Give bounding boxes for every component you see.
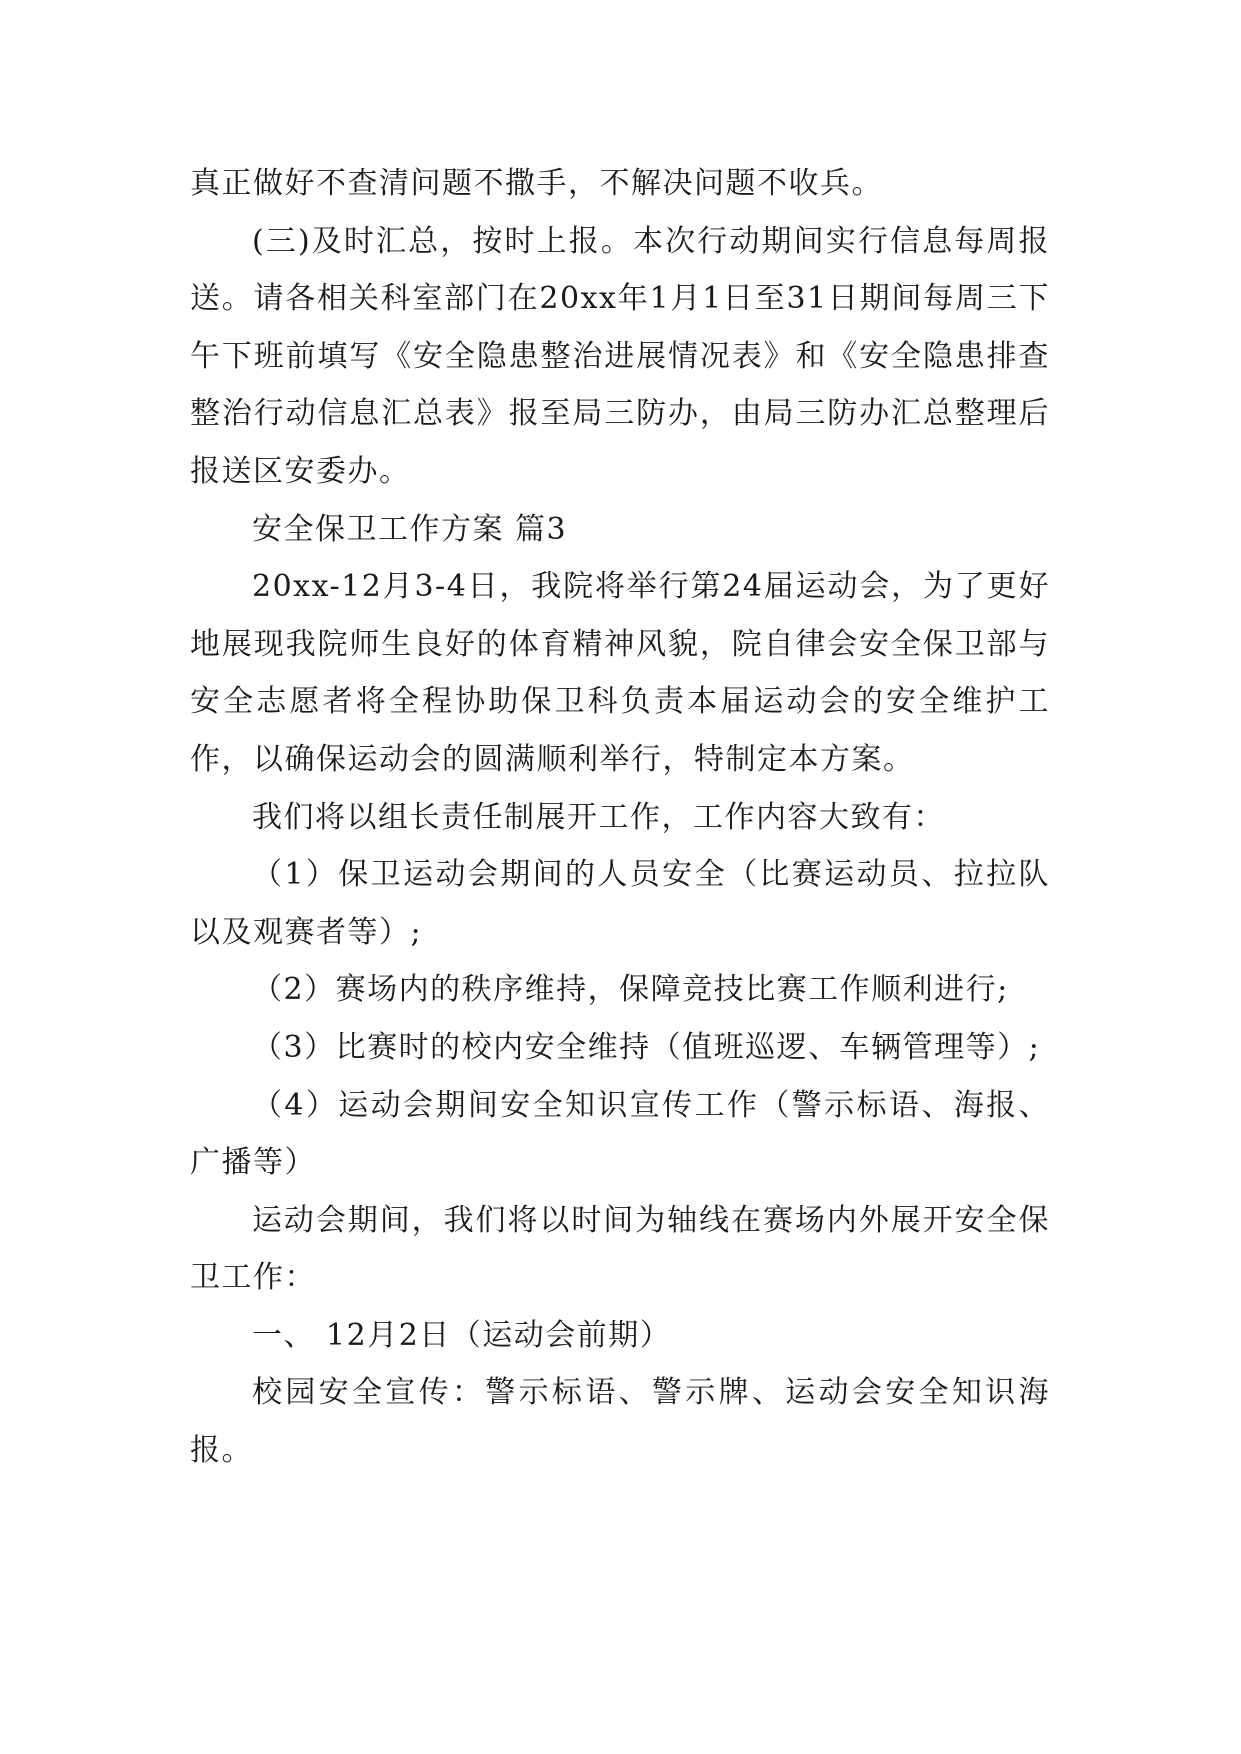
document-body (190, 155, 1050, 1480)
list-item: （1）保卫运动会期间的人员安全（比赛运动员、拉拉队以及观赛者等）; (190, 857, 1050, 950)
paragraph-4: 我们将以组长责任制展开工作，工作内容大致有： (252, 799, 945, 835)
paragraph-3: 20xx-12月3-4日，我院将举行第24届运动会，为了更好地展现我院师生良好的体育精神风貌，院自律会安全保卫部与安全志愿者将全程协助保卫科负责本届运动会的安全维护工作，以确保运动会的圆满顺利举行，特制定本方案。 (190, 569, 1050, 777)
paragraph-1: 真正做好不查清问题不撒手，不解决问题不收兵。 (190, 166, 883, 201)
list-item: （2）赛场内的秩序维持，保障竞技比赛工作顺利进行; (252, 972, 1009, 1008)
subsection-heading: 一、 12月2日（运动会前期） (252, 1317, 672, 1353)
paragraph-5: 运动会期间，我们将以时间为轴线在赛场内外展开安全保卫工作： (190, 1202, 1050, 1296)
paragraph-2: (三)及时汇总，按时上报。本次行动期间实行信息每周报送。请各相关科室部门在20xx年1月1日至31日期间每周三下午下班前填写《安全隐患整治进展情况表》和《安全隐患排查整治行动信息汇总表》报至局三防办，由局三防办汇总整理后报送区安委办。 (190, 223, 1050, 489)
list-item: （3）比赛时的校内安全维持（值班巡逻、车辆管理等）; (252, 1029, 1041, 1065)
list-item: （4）运动会期间安全知识宣传工作（警示标语、海报、广播等） (190, 1087, 1050, 1181)
section-heading: 安全保卫工作方案 篇3 (252, 511, 568, 547)
paragraph-6: 校园安全宣传：警示标语、警示牌、运动会安全知识海报。 (190, 1375, 1050, 1469)
